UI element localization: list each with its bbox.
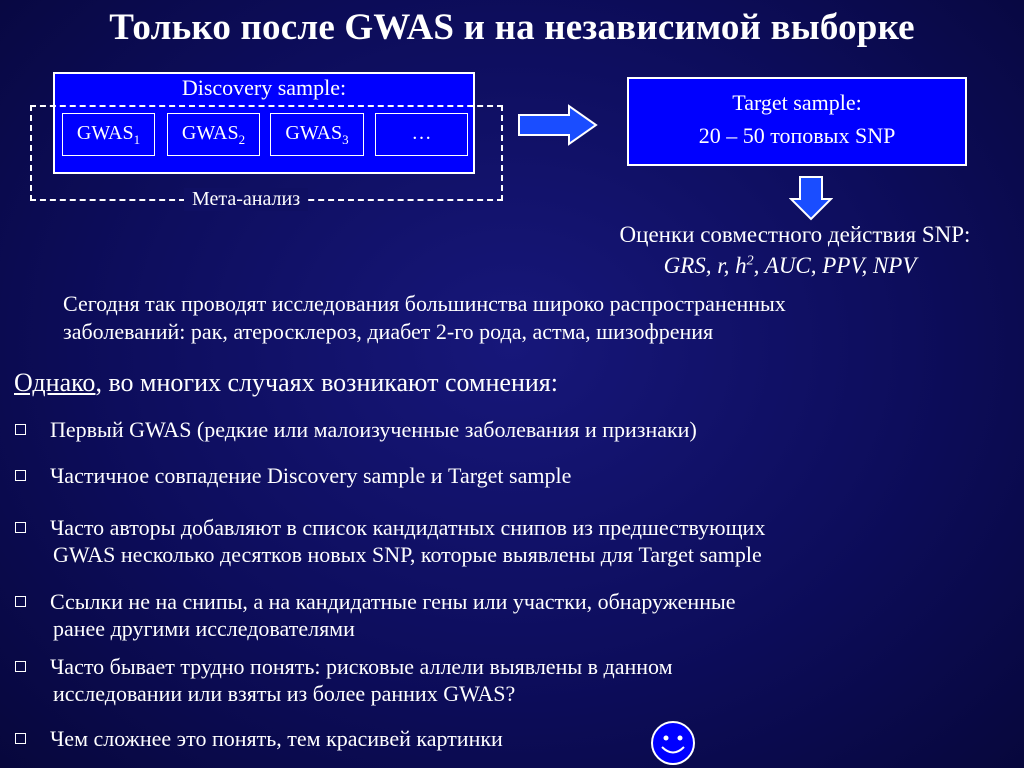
gwas-3-label: GWAS (285, 122, 343, 144)
bullet-item-1-line-1: Первый GWAS (редкие или малоизученные заболевания и признаки) (50, 417, 697, 442)
bullet-item-3-line-1: Часто авторы добавляют в список кандидатных снипов из предшествующих (50, 515, 766, 540)
metric-h2: h (735, 253, 747, 278)
bullet-item-3-line-2: GWAS несколько десятков новых SNP, которые выявлены для Target sample (53, 542, 762, 567)
bullet-item-6-line-1: Чем сложнее это понять, тем красивей картинки (50, 726, 503, 751)
checkbox-bullet-icon (15, 596, 26, 607)
target-sample-label: Target sample: (732, 90, 862, 115)
meta-analysis-frame (30, 105, 503, 201)
target-sample-count: 20 – 50 топовых SNP (698, 123, 896, 148)
evaluation-heading: Оценки совместного действия SNP: (619, 222, 971, 247)
checkbox-bullet-icon (15, 424, 26, 435)
metric-grs: GRS (663, 253, 706, 278)
checkbox-bullet-icon (15, 733, 26, 744)
bullet-item-4 (50, 588, 736, 642)
bullet-item-4-line-1: Ссылки не на снипы, а на кандидатные гены или участки, обнаруженные (50, 589, 736, 614)
checkbox-bullet-icon (15, 522, 26, 533)
gwas-1-subscript: 1 (133, 132, 141, 147)
smiley-icon (650, 720, 696, 766)
bullet-item-6 (50, 725, 503, 752)
meta-analysis-label: Мета-анализ (184, 188, 308, 211)
intro-paragraph (63, 290, 1013, 346)
checkbox-bullet-icon (15, 470, 26, 481)
checkbox-bullet-icon (15, 661, 26, 672)
bullet-item-5-line-1: Часто бывает трудно понять: рисковые аллели выявлены в данном (50, 654, 673, 679)
bullet-item-5 (50, 653, 673, 707)
metric-ppv: PPV (822, 253, 862, 278)
gwas-3-subscript: 3 (342, 132, 349, 147)
intro-paragraph-line-1: Сегодня так проводят исследования большинства широко распространенных (63, 291, 786, 316)
metric-r: r (717, 253, 724, 278)
evaluation-metrics: GRS, r, $h^2$, AUC, PPV, NPV (663, 253, 917, 278)
bullet-item-2-line-1: Частичное совпадение Discovery sample и Target sample (50, 463, 572, 488)
gwas-2-label: GWAS (181, 122, 239, 144)
gwas-ellipsis-label: … (411, 122, 432, 144)
gwas-1-label: GWAS (76, 122, 134, 144)
however-heading (14, 368, 558, 398)
bullet-item-1 (50, 416, 697, 443)
arrow-down-icon (789, 175, 833, 221)
metric-h2-superscript: 2 (746, 253, 754, 269)
metric-auc: AUC (764, 253, 811, 278)
arrow-right-icon (517, 104, 599, 146)
bullet-item-2 (50, 462, 571, 489)
however-rest: , во многих случаях возникают сомнения: (95, 368, 558, 397)
metric-npv: NPV (872, 253, 917, 278)
intro-paragraph-line-2: заболеваний: рак, атеросклероз, диабет 2-го рода, астма, шизофрения (63, 319, 714, 344)
slide-title: Только после GWAS и на независимой выборке (109, 7, 915, 48)
bullet-item-4-line-2: ранее другими исследователями (53, 616, 355, 641)
however-underlined-word: Однако (14, 368, 96, 397)
discovery-sample-label: Discovery sample: (181, 75, 347, 100)
bullet-item-5-line-2: исследовании или взяты из более ранних GWAS? (53, 681, 516, 706)
bullet-item-3 (50, 514, 765, 568)
gwas-2-subscript: 2 (238, 132, 246, 147)
